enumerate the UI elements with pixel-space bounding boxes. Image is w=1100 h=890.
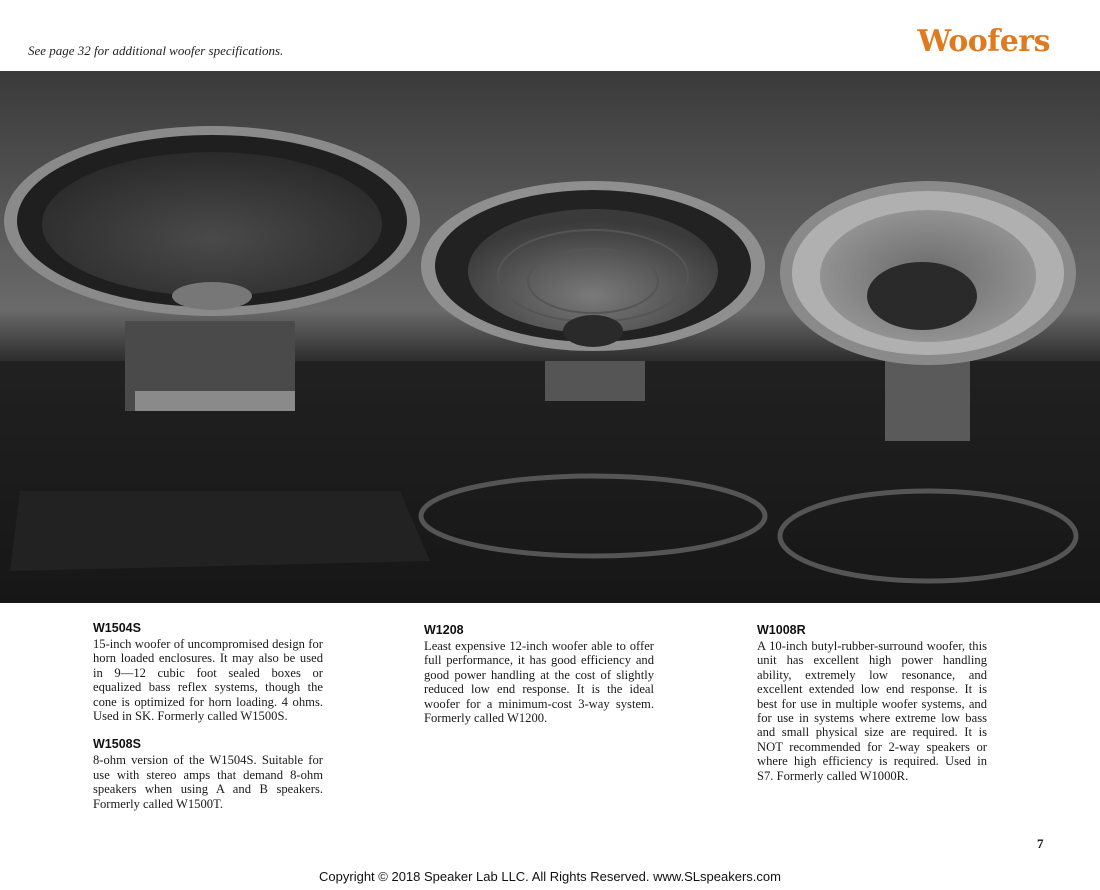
woofers-photo (0, 71, 1100, 603)
product-column-1 (93, 621, 323, 811)
model-description: A 10-inch butyl-rubber-surround woofer, this unit has excellent high power handling ability, extremely low resonance, and excellent extended low end response. It is best for use in multiple woofer systems, and for use in systems where extreme low bass and small physical size are required. It is NOT recommended for 2-way speakers or where high efficiency is required. Used in S7. Formerly called W1000R. (757, 639, 987, 783)
model-name: W1508S (93, 737, 141, 752)
model-description: 8-ohm version of the W1504S. Suitable for use with stereo amps that demand 8-ohm speakers when using A and B speakers. Formerly called W1500T. (93, 753, 323, 811)
model-name: W1208 (424, 623, 464, 637)
section-title: Woofers (917, 24, 1050, 59)
product-column-3 (757, 623, 987, 783)
page-note: See page 32 for additional woofer specifications. (28, 43, 284, 58)
page-number: 7 (1037, 836, 1044, 851)
model-name: W1504S (93, 621, 141, 635)
product-column-2 (424, 623, 654, 725)
model-description: 15-inch woofer of uncompromised design for horn loaded enclosures. It may also be used in 9—12 cubic foot sealed boxes or equalized bass reflex systems, though the cone is optimized for horn loading. 4 ohms. Used in SK. Formerly called W1500S. (93, 637, 323, 724)
copyright-notice: Copyright © 2018 Speaker Lab LLC. All Rights Reserved. www.SLspeakers.com (319, 869, 781, 884)
model-name: W1008R (757, 623, 806, 637)
model-description: Least expensive 12-inch woofer able to offer full performance, it has good efficiency and good power handling at the cost of slightly reduced low end response. It is the ideal woofer for a minimum-cost 3-way system. Formerly called W1200. (424, 639, 654, 726)
